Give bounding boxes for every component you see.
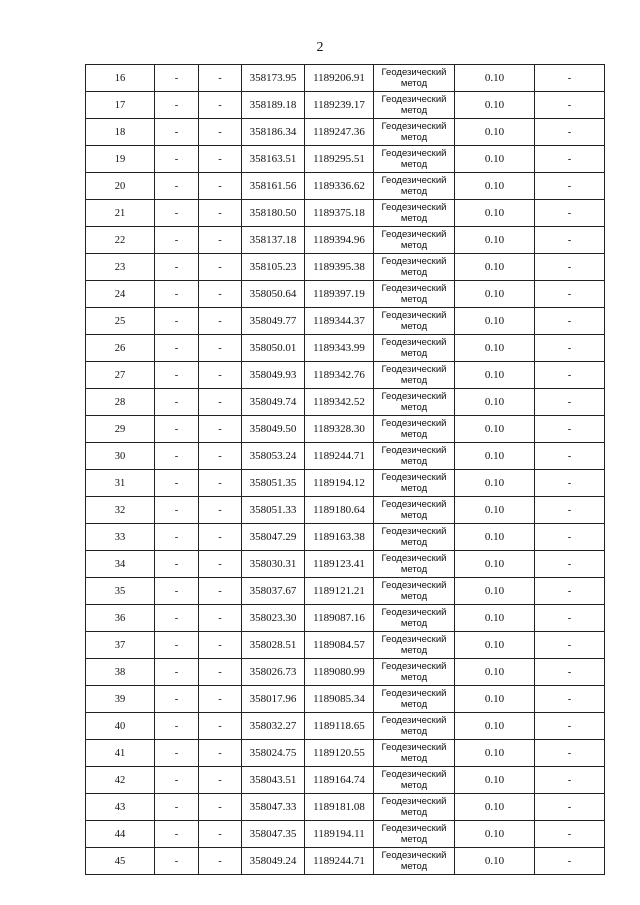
- table-row: [86, 362, 605, 389]
- accuracy-cell: 0.10: [455, 389, 535, 416]
- table-row: [86, 659, 605, 686]
- method-cell: Геодезический метод: [374, 200, 455, 227]
- description-cell: -: [535, 200, 605, 227]
- empty-y-old-cell: -: [199, 227, 242, 254]
- method-cell: Геодезический метод: [374, 65, 455, 92]
- point-number-cell: 33: [86, 524, 155, 551]
- method-cell: Геодезический метод: [374, 173, 455, 200]
- method-cell: Геодезический метод: [374, 254, 455, 281]
- empty-x-old-cell: -: [155, 497, 199, 524]
- y-coordinate-cell: 1189080.99: [305, 659, 374, 686]
- x-coordinate-cell: 358024.75: [242, 740, 305, 767]
- x-coordinate-cell: 358030.31: [242, 551, 305, 578]
- description-cell: -: [535, 848, 605, 875]
- accuracy-cell: 0.10: [455, 119, 535, 146]
- table-row: [86, 686, 605, 713]
- accuracy-cell: 0.10: [455, 227, 535, 254]
- point-number-cell: 24: [86, 281, 155, 308]
- table-row: [86, 551, 605, 578]
- empty-x-old-cell: -: [155, 578, 199, 605]
- x-coordinate-cell: 358047.33: [242, 794, 305, 821]
- description-cell: -: [535, 119, 605, 146]
- table-row: [86, 416, 605, 443]
- empty-y-old-cell: -: [199, 281, 242, 308]
- accuracy-cell: 0.10: [455, 254, 535, 281]
- empty-y-old-cell: -: [199, 470, 242, 497]
- x-coordinate-cell: 358032.27: [242, 713, 305, 740]
- accuracy-cell: 0.10: [455, 794, 535, 821]
- accuracy-cell: 0.10: [455, 659, 535, 686]
- table-row: [86, 848, 605, 875]
- description-cell: -: [535, 335, 605, 362]
- description-cell: -: [535, 659, 605, 686]
- y-coordinate-cell: 1189395.38: [305, 254, 374, 281]
- method-cell: Геодезический метод: [374, 848, 455, 875]
- method-cell: Геодезический метод: [374, 794, 455, 821]
- accuracy-cell: 0.10: [455, 65, 535, 92]
- empty-y-old-cell: -: [199, 605, 242, 632]
- empty-x-old-cell: -: [155, 92, 199, 119]
- empty-x-old-cell: -: [155, 389, 199, 416]
- accuracy-cell: 0.10: [455, 578, 535, 605]
- empty-y-old-cell: -: [199, 632, 242, 659]
- accuracy-cell: 0.10: [455, 821, 535, 848]
- method-cell: Геодезический метод: [374, 767, 455, 794]
- point-number-cell: 40: [86, 713, 155, 740]
- x-coordinate-cell: 358137.18: [242, 227, 305, 254]
- y-coordinate-cell: 1189244.71: [305, 443, 374, 470]
- table-row: [86, 578, 605, 605]
- empty-y-old-cell: -: [199, 146, 242, 173]
- point-number-cell: 35: [86, 578, 155, 605]
- y-coordinate-cell: 1189194.11: [305, 821, 374, 848]
- point-number-cell: 16: [86, 65, 155, 92]
- empty-y-old-cell: -: [199, 524, 242, 551]
- point-number-cell: 25: [86, 308, 155, 335]
- empty-x-old-cell: -: [155, 254, 199, 281]
- accuracy-cell: 0.10: [455, 740, 535, 767]
- point-number-cell: 38: [86, 659, 155, 686]
- x-coordinate-cell: 358047.35: [242, 821, 305, 848]
- point-number-cell: 17: [86, 92, 155, 119]
- accuracy-cell: 0.10: [455, 767, 535, 794]
- x-coordinate-cell: 358043.51: [242, 767, 305, 794]
- accuracy-cell: 0.10: [455, 848, 535, 875]
- empty-y-old-cell: -: [199, 578, 242, 605]
- x-coordinate-cell: 358037.67: [242, 578, 305, 605]
- point-number-cell: 44: [86, 821, 155, 848]
- empty-x-old-cell: -: [155, 794, 199, 821]
- empty-y-old-cell: -: [199, 794, 242, 821]
- x-coordinate-cell: 358023.30: [242, 605, 305, 632]
- empty-x-old-cell: -: [155, 470, 199, 497]
- table-row: [86, 200, 605, 227]
- x-coordinate-cell: 358105.23: [242, 254, 305, 281]
- empty-x-old-cell: -: [155, 821, 199, 848]
- empty-x-old-cell: -: [155, 632, 199, 659]
- y-coordinate-cell: 1189206.91: [305, 65, 374, 92]
- empty-y-old-cell: -: [199, 65, 242, 92]
- x-coordinate-cell: 358049.50: [242, 416, 305, 443]
- y-coordinate-cell: 1189118.65: [305, 713, 374, 740]
- y-coordinate-cell: 1189394.96: [305, 227, 374, 254]
- x-coordinate-cell: 358051.33: [242, 497, 305, 524]
- x-coordinate-cell: 358049.77: [242, 308, 305, 335]
- method-cell: Геодезический метод: [374, 497, 455, 524]
- table-row: [86, 767, 605, 794]
- empty-x-old-cell: -: [155, 308, 199, 335]
- y-coordinate-cell: 1189085.34: [305, 686, 374, 713]
- description-cell: -: [535, 821, 605, 848]
- empty-x-old-cell: -: [155, 65, 199, 92]
- description-cell: -: [535, 794, 605, 821]
- point-number-cell: 36: [86, 605, 155, 632]
- method-cell: Геодезический метод: [374, 578, 455, 605]
- point-number-cell: 21: [86, 200, 155, 227]
- empty-y-old-cell: -: [199, 308, 242, 335]
- accuracy-cell: 0.10: [455, 497, 535, 524]
- table-row: [86, 632, 605, 659]
- empty-x-old-cell: -: [155, 200, 199, 227]
- accuracy-cell: 0.10: [455, 632, 535, 659]
- method-cell: Геодезический метод: [374, 632, 455, 659]
- description-cell: -: [535, 389, 605, 416]
- y-coordinate-cell: 1189181.08: [305, 794, 374, 821]
- point-number-cell: 37: [86, 632, 155, 659]
- empty-y-old-cell: -: [199, 362, 242, 389]
- method-cell: Геодезический метод: [374, 308, 455, 335]
- description-cell: -: [535, 227, 605, 254]
- table-row: [86, 524, 605, 551]
- description-cell: -: [535, 254, 605, 281]
- method-cell: Геодезический метод: [374, 470, 455, 497]
- y-coordinate-cell: 1189342.52: [305, 389, 374, 416]
- method-cell: Геодезический метод: [374, 686, 455, 713]
- point-number-cell: 23: [86, 254, 155, 281]
- empty-y-old-cell: -: [199, 173, 242, 200]
- method-cell: Геодезический метод: [374, 227, 455, 254]
- method-cell: Геодезический метод: [374, 335, 455, 362]
- method-cell: Геодезический метод: [374, 281, 455, 308]
- description-cell: -: [535, 92, 605, 119]
- x-coordinate-cell: 358049.24: [242, 848, 305, 875]
- description-cell: -: [535, 686, 605, 713]
- y-coordinate-cell: 1189087.16: [305, 605, 374, 632]
- description-cell: -: [535, 146, 605, 173]
- y-coordinate-cell: 1189295.51: [305, 146, 374, 173]
- method-cell: Геодезический метод: [374, 389, 455, 416]
- accuracy-cell: 0.10: [455, 362, 535, 389]
- description-cell: -: [535, 713, 605, 740]
- method-cell: Геодезический метод: [374, 821, 455, 848]
- x-coordinate-cell: 358050.01: [242, 335, 305, 362]
- method-cell: Геодезический метод: [374, 659, 455, 686]
- accuracy-cell: 0.10: [455, 524, 535, 551]
- empty-x-old-cell: -: [155, 848, 199, 875]
- empty-y-old-cell: -: [199, 254, 242, 281]
- x-coordinate-cell: 358163.51: [242, 146, 305, 173]
- y-coordinate-cell: 1189344.37: [305, 308, 374, 335]
- point-number-cell: 27: [86, 362, 155, 389]
- table-row: [86, 281, 605, 308]
- point-number-cell: 19: [86, 146, 155, 173]
- point-number-cell: 41: [86, 740, 155, 767]
- table-row: [86, 605, 605, 632]
- point-number-cell: 34: [86, 551, 155, 578]
- page-number: 2: [316, 40, 324, 55]
- y-coordinate-cell: 1189121.21: [305, 578, 374, 605]
- empty-x-old-cell: -: [155, 551, 199, 578]
- table-row: [86, 713, 605, 740]
- description-cell: -: [535, 308, 605, 335]
- accuracy-cell: 0.10: [455, 281, 535, 308]
- y-coordinate-cell: 1189163.38: [305, 524, 374, 551]
- description-cell: -: [535, 443, 605, 470]
- x-coordinate-cell: 358053.24: [242, 443, 305, 470]
- x-coordinate-cell: 358180.50: [242, 200, 305, 227]
- accuracy-cell: 0.10: [455, 416, 535, 443]
- accuracy-cell: 0.10: [455, 200, 535, 227]
- method-cell: Геодезический метод: [374, 551, 455, 578]
- x-coordinate-cell: 358026.73: [242, 659, 305, 686]
- description-cell: -: [535, 281, 605, 308]
- empty-x-old-cell: -: [155, 443, 199, 470]
- description-cell: -: [535, 173, 605, 200]
- empty-x-old-cell: -: [155, 362, 199, 389]
- method-cell: Геодезический метод: [374, 443, 455, 470]
- method-cell: Геодезический метод: [374, 524, 455, 551]
- empty-y-old-cell: -: [199, 767, 242, 794]
- table-row: [86, 497, 605, 524]
- empty-y-old-cell: -: [199, 497, 242, 524]
- accuracy-cell: 0.10: [455, 146, 535, 173]
- empty-x-old-cell: -: [155, 281, 199, 308]
- description-cell: -: [535, 362, 605, 389]
- point-number-cell: 43: [86, 794, 155, 821]
- description-cell: -: [535, 551, 605, 578]
- y-coordinate-cell: 1189239.17: [305, 92, 374, 119]
- empty-x-old-cell: -: [155, 227, 199, 254]
- y-coordinate-cell: 1189375.18: [305, 200, 374, 227]
- table-row: [86, 389, 605, 416]
- description-cell: -: [535, 497, 605, 524]
- table-row: [86, 227, 605, 254]
- table-row: [86, 308, 605, 335]
- accuracy-cell: 0.10: [455, 686, 535, 713]
- point-number-cell: 45: [86, 848, 155, 875]
- accuracy-cell: 0.10: [455, 173, 535, 200]
- point-number-cell: 32: [86, 497, 155, 524]
- point-number-cell: 42: [86, 767, 155, 794]
- point-number-cell: 18: [86, 119, 155, 146]
- x-coordinate-cell: 358017.96: [242, 686, 305, 713]
- y-coordinate-cell: 1189123.41: [305, 551, 374, 578]
- point-number-cell: 29: [86, 416, 155, 443]
- accuracy-cell: 0.10: [455, 551, 535, 578]
- empty-y-old-cell: -: [199, 119, 242, 146]
- table-row: [86, 173, 605, 200]
- description-cell: -: [535, 578, 605, 605]
- accuracy-cell: 0.10: [455, 713, 535, 740]
- x-coordinate-cell: 358050.64: [242, 281, 305, 308]
- empty-y-old-cell: -: [199, 200, 242, 227]
- table-row: [86, 92, 605, 119]
- y-coordinate-cell: 1189164.74: [305, 767, 374, 794]
- table-row: [86, 821, 605, 848]
- method-cell: Геодезический метод: [374, 713, 455, 740]
- description-cell: -: [535, 632, 605, 659]
- table-row: [86, 470, 605, 497]
- point-number-cell: 22: [86, 227, 155, 254]
- point-number-cell: 30: [86, 443, 155, 470]
- x-coordinate-cell: 358051.35: [242, 470, 305, 497]
- table-row: [86, 794, 605, 821]
- y-coordinate-cell: 1189084.57: [305, 632, 374, 659]
- empty-x-old-cell: -: [155, 146, 199, 173]
- method-cell: Геодезический метод: [374, 146, 455, 173]
- empty-x-old-cell: -: [155, 740, 199, 767]
- y-coordinate-cell: 1189328.30: [305, 416, 374, 443]
- accuracy-cell: 0.10: [455, 443, 535, 470]
- y-coordinate-cell: 1189244.71: [305, 848, 374, 875]
- x-coordinate-cell: 358047.29: [242, 524, 305, 551]
- empty-y-old-cell: -: [199, 92, 242, 119]
- method-cell: Геодезический метод: [374, 740, 455, 767]
- y-coordinate-cell: 1189342.76: [305, 362, 374, 389]
- coordinates-table: [85, 64, 605, 875]
- accuracy-cell: 0.10: [455, 335, 535, 362]
- description-cell: -: [535, 416, 605, 443]
- method-cell: Геодезический метод: [374, 119, 455, 146]
- method-cell: Геодезический метод: [374, 605, 455, 632]
- empty-y-old-cell: -: [199, 713, 242, 740]
- table-body: [86, 65, 605, 875]
- description-cell: -: [535, 470, 605, 497]
- y-coordinate-cell: 1189194.12: [305, 470, 374, 497]
- x-coordinate-cell: 358049.74: [242, 389, 305, 416]
- description-cell: -: [535, 767, 605, 794]
- accuracy-cell: 0.10: [455, 308, 535, 335]
- empty-x-old-cell: -: [155, 119, 199, 146]
- empty-x-old-cell: -: [155, 416, 199, 443]
- y-coordinate-cell: 1189343.99: [305, 335, 374, 362]
- point-number-cell: 31: [86, 470, 155, 497]
- table-row: [86, 146, 605, 173]
- accuracy-cell: 0.10: [455, 92, 535, 119]
- y-coordinate-cell: 1189336.62: [305, 173, 374, 200]
- empty-x-old-cell: -: [155, 767, 199, 794]
- table-row: [86, 65, 605, 92]
- empty-y-old-cell: -: [199, 686, 242, 713]
- empty-y-old-cell: -: [199, 389, 242, 416]
- empty-x-old-cell: -: [155, 524, 199, 551]
- x-coordinate-cell: 358189.18: [242, 92, 305, 119]
- point-number-cell: 20: [86, 173, 155, 200]
- table-row: [86, 119, 605, 146]
- point-number-cell: 39: [86, 686, 155, 713]
- y-coordinate-cell: 1189247.36: [305, 119, 374, 146]
- empty-x-old-cell: -: [155, 713, 199, 740]
- empty-y-old-cell: -: [199, 659, 242, 686]
- empty-x-old-cell: -: [155, 173, 199, 200]
- x-coordinate-cell: 358173.95: [242, 65, 305, 92]
- point-number-cell: 26: [86, 335, 155, 362]
- empty-x-old-cell: -: [155, 605, 199, 632]
- empty-y-old-cell: -: [199, 740, 242, 767]
- y-coordinate-cell: 1189397.19: [305, 281, 374, 308]
- x-coordinate-cell: 358028.51: [242, 632, 305, 659]
- table-row: [86, 254, 605, 281]
- table-row: [86, 443, 605, 470]
- empty-y-old-cell: -: [199, 443, 242, 470]
- empty-y-old-cell: -: [199, 335, 242, 362]
- empty-y-old-cell: -: [199, 821, 242, 848]
- y-coordinate-cell: 1189120.55: [305, 740, 374, 767]
- table-row: [86, 335, 605, 362]
- method-cell: Геодезический метод: [374, 416, 455, 443]
- empty-x-old-cell: -: [155, 659, 199, 686]
- empty-y-old-cell: -: [199, 551, 242, 578]
- table-row: [86, 740, 605, 767]
- description-cell: -: [535, 605, 605, 632]
- accuracy-cell: 0.10: [455, 605, 535, 632]
- method-cell: Геодезический метод: [374, 92, 455, 119]
- y-coordinate-cell: 1189180.64: [305, 497, 374, 524]
- method-cell: Геодезический метод: [374, 362, 455, 389]
- empty-y-old-cell: -: [199, 416, 242, 443]
- description-cell: -: [535, 524, 605, 551]
- empty-x-old-cell: -: [155, 686, 199, 713]
- description-cell: -: [535, 740, 605, 767]
- empty-y-old-cell: -: [199, 848, 242, 875]
- x-coordinate-cell: 358049.93: [242, 362, 305, 389]
- x-coordinate-cell: 358161.56: [242, 173, 305, 200]
- accuracy-cell: 0.10: [455, 470, 535, 497]
- x-coordinate-cell: 358186.34: [242, 119, 305, 146]
- description-cell: -: [535, 65, 605, 92]
- point-number-cell: 28: [86, 389, 155, 416]
- empty-x-old-cell: -: [155, 335, 199, 362]
